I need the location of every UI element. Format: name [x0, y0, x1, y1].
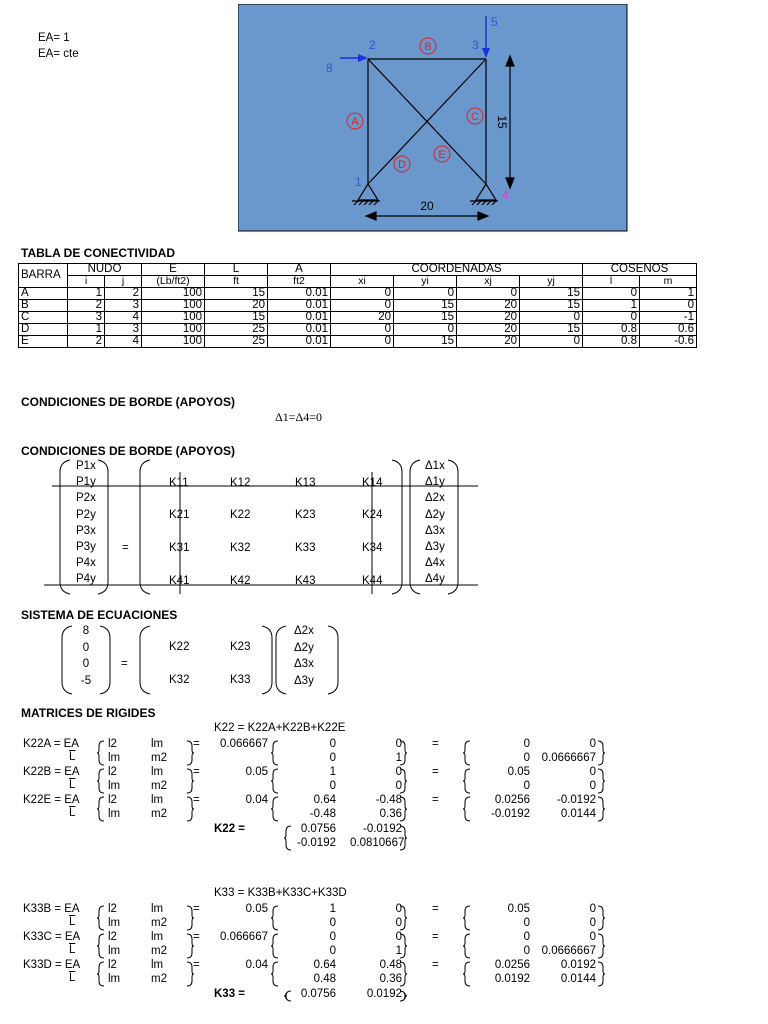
brace [96, 961, 106, 987]
brace [398, 905, 408, 931]
sub-a-unit: ft2 [268, 276, 331, 288]
table-cell: 0 [394, 324, 457, 336]
table-cell: 3 [105, 300, 142, 312]
total-value: 0.0756 [300, 988, 336, 1000]
force-vector-item: 0 [82, 641, 90, 654]
table-cell: 100 [142, 312, 205, 324]
brace [596, 961, 606, 987]
load-label-5: 5 [491, 15, 498, 29]
matrix-value: 1 [329, 903, 336, 915]
equals-sign: = [432, 959, 439, 971]
table-cell: 0.01 [268, 336, 331, 348]
bar-label-c: C [471, 111, 479, 123]
table-cell: -1 [640, 312, 697, 324]
bar-label-e: E [438, 149, 446, 161]
k-matrix-item: K42 [230, 575, 251, 587]
cos-m2: m2 [151, 808, 167, 820]
dim-width-label: 20 [420, 199, 434, 213]
k-matrix-item: K21 [169, 509, 190, 521]
block-factor: 0.04 [245, 959, 268, 971]
node-label-2: 2 [369, 38, 376, 52]
table-cell: 0 [331, 336, 394, 348]
table-cell: 15 [394, 336, 457, 348]
delta-vector-item: Δ4y [425, 573, 445, 586]
force-vector-item: 8 [82, 625, 90, 637]
col-nudo: NUDO [68, 264, 142, 276]
result-value: 0.0256 [494, 794, 530, 806]
table-cell: 0 [583, 312, 640, 324]
table-cell: A [19, 288, 68, 300]
cos-l2: l2 [108, 959, 117, 971]
equals-sign: = [432, 931, 439, 943]
block-factor: 0.05 [245, 903, 268, 915]
block-denominator: $\overline{L}$ [69, 972, 76, 984]
p-vector-item: P3y [76, 541, 96, 553]
table-cell: 1 [640, 288, 697, 300]
cos-l2: l2 [108, 766, 117, 778]
matrix-value: -0.48 [309, 808, 336, 820]
bar-label-a: A [351, 116, 359, 128]
matrix-value: 0 [395, 903, 402, 915]
matrix-value: 1 [395, 945, 402, 957]
brace [96, 905, 106, 931]
table-cell: 100 [142, 288, 205, 300]
brace [96, 740, 106, 766]
k-matrix-item: K31 [169, 542, 190, 554]
cos-m2: m2 [151, 780, 167, 792]
p-vector-item: P2x [76, 492, 96, 505]
equals-sign: = [193, 903, 200, 915]
matrix-value: -0.48 [375, 794, 402, 806]
block-name: K33C = EA [23, 931, 81, 943]
k-matrix-item: K43 [295, 575, 316, 587]
matrix-value: 0.36 [379, 973, 402, 985]
result-value: 0.05 [507, 903, 530, 915]
matrix-value: 1 [329, 766, 336, 778]
k-matrix-item: K14 [362, 477, 383, 489]
cos-lm: lm [108, 945, 121, 957]
k-matrix-item: K41 [169, 575, 190, 587]
brace [270, 740, 280, 766]
result-value: 0 [523, 780, 530, 792]
col-cosenos: COSENOS [583, 264, 697, 276]
result-value: 0 [589, 917, 596, 929]
p-vector-item: P4x [76, 557, 96, 570]
total-value: -0.0192 [296, 837, 336, 849]
matrix-value: 0 [395, 931, 402, 943]
matrix-value: 0.64 [313, 794, 336, 806]
table-cell: 100 [142, 336, 205, 348]
table-cell: 0 [394, 288, 457, 300]
dim-height-label: 15 [495, 115, 509, 129]
block-name: K33D = EA [23, 959, 81, 971]
sub-yi: yi [394, 276, 457, 288]
total-label: K22 = [214, 823, 246, 835]
matrix-value: 0 [329, 780, 336, 792]
result-value: 0 [523, 738, 530, 750]
p-vector-item: P1y [76, 476, 96, 489]
table-cell: 15 [394, 312, 457, 324]
table-cell: 20 [331, 312, 394, 324]
result-value: 0 [589, 738, 596, 750]
p-vector-item: P2y [76, 508, 96, 521]
result-value: 0 [589, 931, 596, 943]
brace [596, 740, 606, 766]
equals-sign: = [432, 903, 439, 915]
cos-lm: lm [151, 766, 164, 778]
p-vector-item: P4y [76, 573, 96, 586]
matrix-value: 0 [329, 917, 336, 929]
bar-label-b: B [424, 41, 432, 53]
k-matrix-item: K23 [230, 641, 251, 653]
k-matrix-item: K11 [169, 477, 189, 489]
k-matrix-item: K13 [295, 477, 316, 489]
result-value: 0 [523, 945, 530, 957]
k-matrix-item: K24 [362, 509, 383, 521]
borde-title-2: CONDICIONES DE BORDE (APOYOS) [21, 444, 236, 458]
table-cell: D [19, 324, 68, 336]
result-value: 0.0256 [494, 959, 530, 971]
delta-vector-item: Δ2y [294, 641, 314, 654]
table-cell: 2 [105, 288, 142, 300]
brace [398, 796, 408, 822]
k-matrix-item: K22 [169, 641, 190, 653]
brace [96, 933, 106, 959]
table-cell: 1 [68, 288, 105, 300]
table-cell: 15 [394, 300, 457, 312]
result-value: 0.05 [507, 766, 530, 778]
table-cell: 0.01 [268, 312, 331, 324]
p-vector-item: P3x [76, 524, 96, 537]
k-matrix-item: K33 [295, 542, 316, 554]
result-value: 0 [589, 780, 596, 792]
cos-m2: m2 [151, 945, 167, 957]
boundary-condition: Δ1=Δ4=0 [275, 410, 322, 424]
table-cell: 20 [457, 300, 520, 312]
brace [596, 796, 606, 822]
k-matrix-item: K22 [230, 509, 251, 521]
brace [462, 768, 472, 794]
cos-lm: lm [151, 738, 164, 750]
equals-sign: = [193, 959, 200, 971]
equals-sign: = [122, 542, 129, 554]
brace [462, 740, 472, 766]
matrix-value: 0 [329, 945, 336, 957]
table-cell: 4 [105, 312, 142, 324]
equals-sign: = [193, 738, 200, 750]
k-matrix-item: K34 [362, 542, 383, 554]
table-cell: 15 [520, 288, 583, 300]
delta-vector-item: Δ4x [425, 557, 445, 570]
brace [462, 961, 472, 987]
block-name: K22E = EA [23, 794, 80, 806]
equals-sign: = [432, 794, 439, 806]
bar-label-d: D [398, 159, 406, 171]
table-cell: B [19, 300, 68, 312]
table-cell: 0.8 [583, 324, 640, 336]
table-cell: 0 [457, 288, 520, 300]
table-cell: 0.01 [268, 288, 331, 300]
brace [96, 768, 106, 794]
matrix-value: 0 [395, 780, 402, 792]
table-cell: 2 [68, 300, 105, 312]
sub-l-unit: ft [205, 276, 268, 288]
conectividad-title: TABLA DE CONECTIVIDAD [21, 246, 175, 260]
block-denominator: $\overline{L}$ [69, 751, 76, 763]
brace [96, 796, 106, 822]
matrix-value: 0.64 [313, 959, 336, 971]
sub-xj: xj [457, 276, 520, 288]
node-label-1: 1 [355, 175, 362, 189]
total-value: 0.0192 [366, 988, 402, 1000]
sub-e-unit: (Lb/ft2) [142, 276, 205, 288]
k-matrix-item: K23 [295, 509, 316, 521]
ea-constant: EA= cte [38, 48, 79, 60]
block-factor: 0.066667 [220, 738, 268, 750]
cos-l2: l2 [108, 738, 117, 750]
result-value: 0.0144 [560, 973, 596, 985]
matrix-value: 0.48 [379, 959, 402, 971]
brace [398, 990, 408, 1002]
k-matrix-item: K32 [169, 674, 190, 686]
table-cell: 0 [520, 312, 583, 324]
equals-sign: = [121, 658, 128, 670]
result-value: -0.0192 [490, 808, 530, 820]
cos-lm: lm [108, 752, 121, 764]
brace [596, 905, 606, 931]
cos-lm: lm [151, 903, 164, 915]
matrices-title: MATRICES DE RIGIDES [21, 706, 156, 720]
col-barra: BARRA [19, 264, 68, 288]
table-cell: 20 [457, 336, 520, 348]
delta-vector-item: Δ2x [425, 492, 445, 505]
table-cell: 1 [68, 324, 105, 336]
cos-m2: m2 [151, 973, 167, 985]
table-cell: 0 [583, 288, 640, 300]
col-e: E [142, 264, 205, 276]
sub-yj: yj [520, 276, 583, 288]
cos-l2: l2 [108, 903, 117, 915]
cos-lm: lm [108, 808, 121, 820]
cos-l2: l2 [108, 794, 117, 806]
cos-lm: lm [108, 973, 121, 985]
brace [270, 961, 280, 987]
equals-sign: = [193, 766, 200, 778]
table-cell: 3 [68, 312, 105, 324]
table-cell: 0 [520, 336, 583, 348]
delta-vector-item: Δ1y [425, 476, 445, 489]
delta-vector-item: Δ3x [294, 658, 314, 670]
k-matrix-item: K33 [230, 674, 251, 686]
brace [398, 768, 408, 794]
cos-lm: lm [151, 794, 164, 806]
table-cell: 0.01 [268, 300, 331, 312]
p-vector-item: P1x [76, 460, 96, 472]
result-value: 0 [523, 931, 530, 943]
block-denominator: $\overline{L}$ [69, 807, 76, 819]
sub-i: i [68, 276, 105, 288]
equals-sign: = [432, 766, 439, 778]
cos-m2: m2 [151, 752, 167, 764]
block-denominator: $\overline{L}$ [69, 944, 76, 956]
total-label: K33 = [214, 988, 246, 1000]
cos-lm: lm [151, 931, 164, 943]
table-cell: 25 [205, 324, 268, 336]
total-value: 0.0810667 [350, 837, 405, 849]
table-cell: 15 [205, 288, 268, 300]
table-cell: 0 [331, 324, 394, 336]
result-value: 0.0666667 [541, 752, 596, 764]
table-cell: 1 [583, 300, 640, 312]
result-value: 0 [523, 917, 530, 929]
sub-m: m [640, 276, 697, 288]
total-value: -0.0192 [362, 823, 402, 835]
result-value: 0.0144 [560, 808, 596, 820]
k-matrix-item: K44 [362, 575, 383, 587]
equals-sign: = [193, 794, 200, 806]
block-factor: 0.05 [245, 766, 268, 778]
cos-l2: l2 [108, 931, 117, 943]
ea-value: EA= 1 [38, 32, 70, 44]
delta-vector-item: Δ3y [294, 674, 314, 687]
sub-l: l [583, 276, 640, 288]
col-a: A [268, 264, 331, 276]
block-name: K22B = EA [23, 766, 80, 778]
table-cell: 0 [331, 300, 394, 312]
k33-formula: K33 = K33B+K33C+K33D [214, 887, 347, 899]
delta-vector-item: Δ3x [425, 524, 445, 537]
matrix-value: 0 [329, 738, 336, 750]
result-value: 0.0192 [494, 973, 530, 985]
delta-vector-item: Δ2y [425, 508, 445, 521]
table-cell: 20 [457, 324, 520, 336]
borde-title-1: CONDICIONES DE BORDE (APOYOS) [21, 395, 236, 409]
brace [398, 740, 408, 766]
brace [596, 933, 606, 959]
result-value: 0 [589, 903, 596, 915]
table-cell: 0 [331, 288, 394, 300]
brace [398, 961, 408, 987]
table-cell: C [19, 312, 68, 324]
table-cell: 100 [142, 324, 205, 336]
matrix-value: 0 [329, 752, 336, 764]
cos-lm: lm [108, 780, 121, 792]
node-label-3: 3 [472, 38, 479, 52]
force-vector-item: -5 [80, 674, 92, 687]
table-cell: 0.01 [268, 324, 331, 336]
block-name: K33B = EA [23, 903, 80, 915]
force-vector-item: 0 [82, 658, 90, 670]
table-cell: 3 [105, 324, 142, 336]
block-factor: 0.066667 [220, 931, 268, 943]
total-value: 0.0756 [300, 823, 336, 835]
col-coordenadas: COORDENADAS [331, 264, 583, 276]
table-cell: 20 [205, 300, 268, 312]
load-label-8: 8 [326, 61, 333, 75]
matrix-value: 0 [395, 766, 402, 778]
matrix-value: 0 [395, 738, 402, 750]
matrix-value: 0 [329, 931, 336, 943]
table-cell: 100 [142, 300, 205, 312]
brace [270, 905, 280, 931]
cos-m2: m2 [151, 917, 167, 929]
brace [270, 796, 280, 822]
delta-vector-item: Δ3y [425, 541, 445, 553]
brace [270, 933, 280, 959]
table-cell: 0 [640, 300, 697, 312]
table-cell: 15 [520, 324, 583, 336]
matrix-value: 0.48 [313, 973, 336, 985]
k-matrix-item: K32 [230, 542, 251, 554]
table-cell: 15 [205, 312, 268, 324]
result-value: 0.0192 [560, 959, 596, 971]
cos-lm: lm [151, 959, 164, 971]
sub-j: j [105, 276, 142, 288]
brace [596, 768, 606, 794]
result-value: 0.0666667 [541, 945, 596, 957]
block-name: K22A = EA [23, 738, 79, 750]
block-denominator: $\overline{L}$ [69, 779, 76, 791]
equals-sign: = [193, 931, 200, 943]
table-cell: -0.6 [640, 336, 697, 348]
sub-xi: xi [331, 276, 394, 288]
brace [270, 768, 280, 794]
brace [462, 796, 472, 822]
table-cell: 15 [520, 300, 583, 312]
k22-formula: K22 = K22A+K22B+K22E [214, 722, 346, 734]
brace [398, 933, 408, 959]
node-label-4: 4 [502, 188, 509, 202]
delta-vector-item: Δ1x [425, 460, 445, 472]
table-cell: 4 [105, 336, 142, 348]
col-l: L [205, 264, 268, 276]
result-value: 0 [523, 752, 530, 764]
table-cell: 2 [68, 336, 105, 348]
block-factor: 0.04 [245, 794, 268, 806]
brace [462, 905, 472, 931]
cos-lm: lm [108, 917, 121, 929]
result-value: 0 [589, 766, 596, 778]
brace [398, 825, 408, 851]
sistema-title: SISTEMA DE ECUACIONES [21, 608, 178, 622]
result-value: -0.0192 [556, 794, 596, 806]
table-cell: 0.6 [640, 324, 697, 336]
brace [462, 933, 472, 959]
equals-sign: = [432, 738, 439, 750]
matrix-value: 1 [395, 752, 402, 764]
table-cell: 25 [205, 336, 268, 348]
matrix-value: 0 [395, 917, 402, 929]
k-matrix-item: K12 [230, 477, 251, 489]
delta-vector-item: Δ2x [294, 625, 314, 637]
table-cell: 20 [457, 312, 520, 324]
block-denominator: $\overline{L}$ [69, 916, 76, 928]
table-cell: 0.8 [583, 336, 640, 348]
matrix-value: 0.36 [379, 808, 402, 820]
table-cell: E [19, 336, 68, 348]
